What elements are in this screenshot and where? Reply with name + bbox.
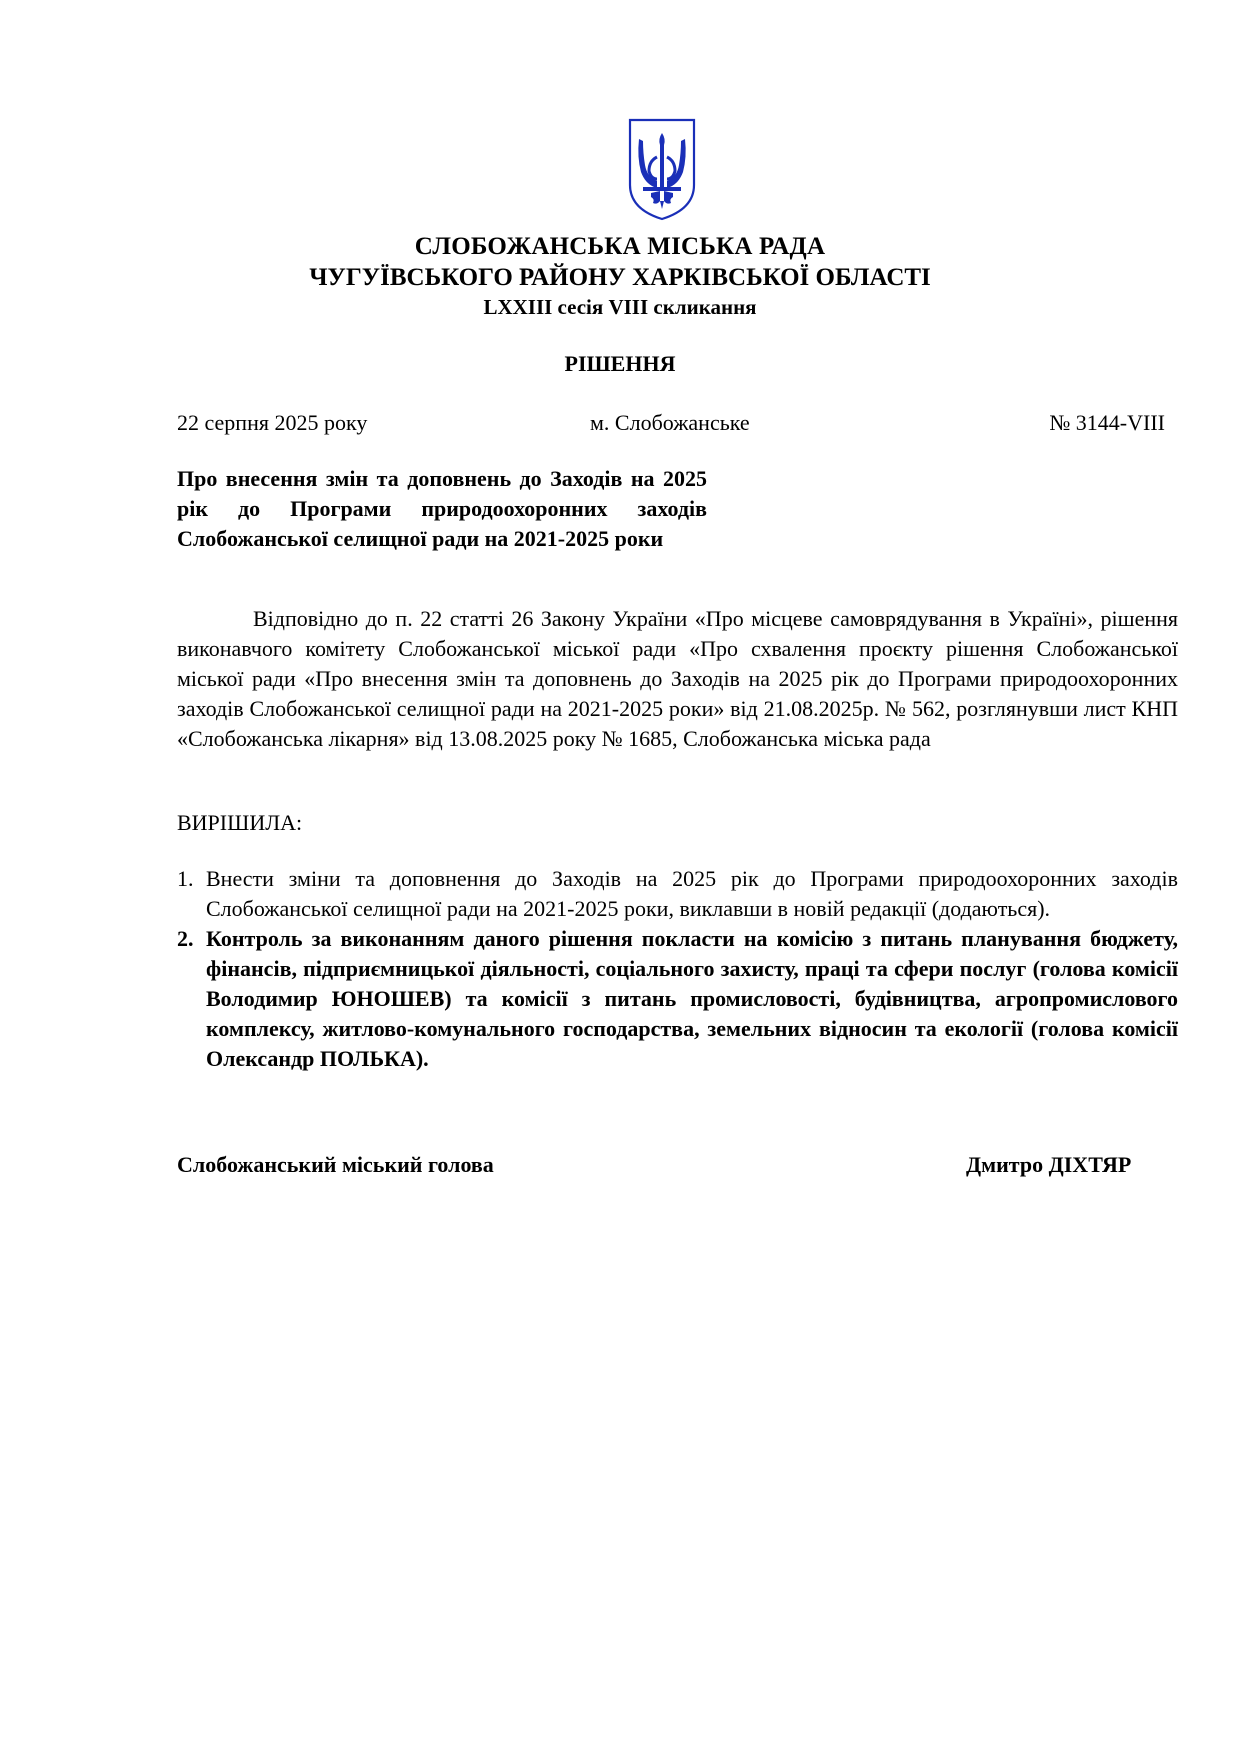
document-meta-row [177,408,1165,438]
decision-subject [177,464,707,554]
signatory-name: Дмитро ДІХТЯР [966,1152,1132,1177]
list-item-text: Внести зміни та доповнення до Заходів на 2025 рік до Програми природоохоронних заходів Слобожанської селищної ради на 2021-2025 роки, виклавши в новій редакції (додаються). [206,866,1178,921]
document-number: № 3144-VIII [1049,410,1165,435]
list-item [177,924,1178,1074]
decision-items-list [177,864,1178,1074]
district-region-name: ЧУГУЇВСЬКОГО РАЙОНУ ХАРКІВСЬКОЇ ОБЛАСТІ [309,264,931,291]
coat-of-arms-icon [627,117,697,222]
council-name: СЛОБОЖАНСЬКА МІСЬКА РАДА [414,233,826,260]
list-item-number: 2. [177,926,194,951]
signatory-position: Слобожанський міський голова [177,1152,494,1177]
document-place: м. Слобожанське [590,410,750,435]
decision-subject-text: Про внесення змін та доповнень до Заходів на 2025 рік до Програми природоохоронних заходів Слобожанської селищної ради на 2021-2025 роки [177,466,707,551]
document-date: 22 серпня 2025 року [177,410,368,435]
list-item [177,864,1178,924]
list-item-number: 1. [177,866,194,891]
decided-heading: ВИРІШИЛА: [177,810,303,835]
preamble-paragraph: Відповідно до п. 22 статті 26 Закону України «Про місцеве самоврядування в Україні», рішення виконавчого комітету Слобожанської міської ради «Про схвалення проєкту рішення Слобожанської міської ради «Про внесення змін та доповнень до Заходів на 2025 рік до Програми природоохоронних заходів Слобожанської селищної ради на 2021-2025 роки» від 21.08.2025р. № 562, розглянувши лист КНП «Слобожанська лікарня» від 13.08.2025 року № 1685, Слобожанська міська рада [177,606,1178,751]
document-type-title: РІШЕННЯ [564,351,676,376]
list-item-text: Контроль за виконанням даного рішення покласти на комісію з питань планування бюджету, фінансів, підприємницької діяльності, соціального захисту, праці та сфери послуг (голова комісії Володимир ЮНОШЕВ) та комісії з питань промисловості, будівництва, агропромислового комплексу, житлово-комунального господарства, земельних відносин та екології (голова комісії Олександр ПОЛЬКА). [206,926,1178,1071]
session-info: LXXIII сесія VIII скликання [483,295,757,319]
